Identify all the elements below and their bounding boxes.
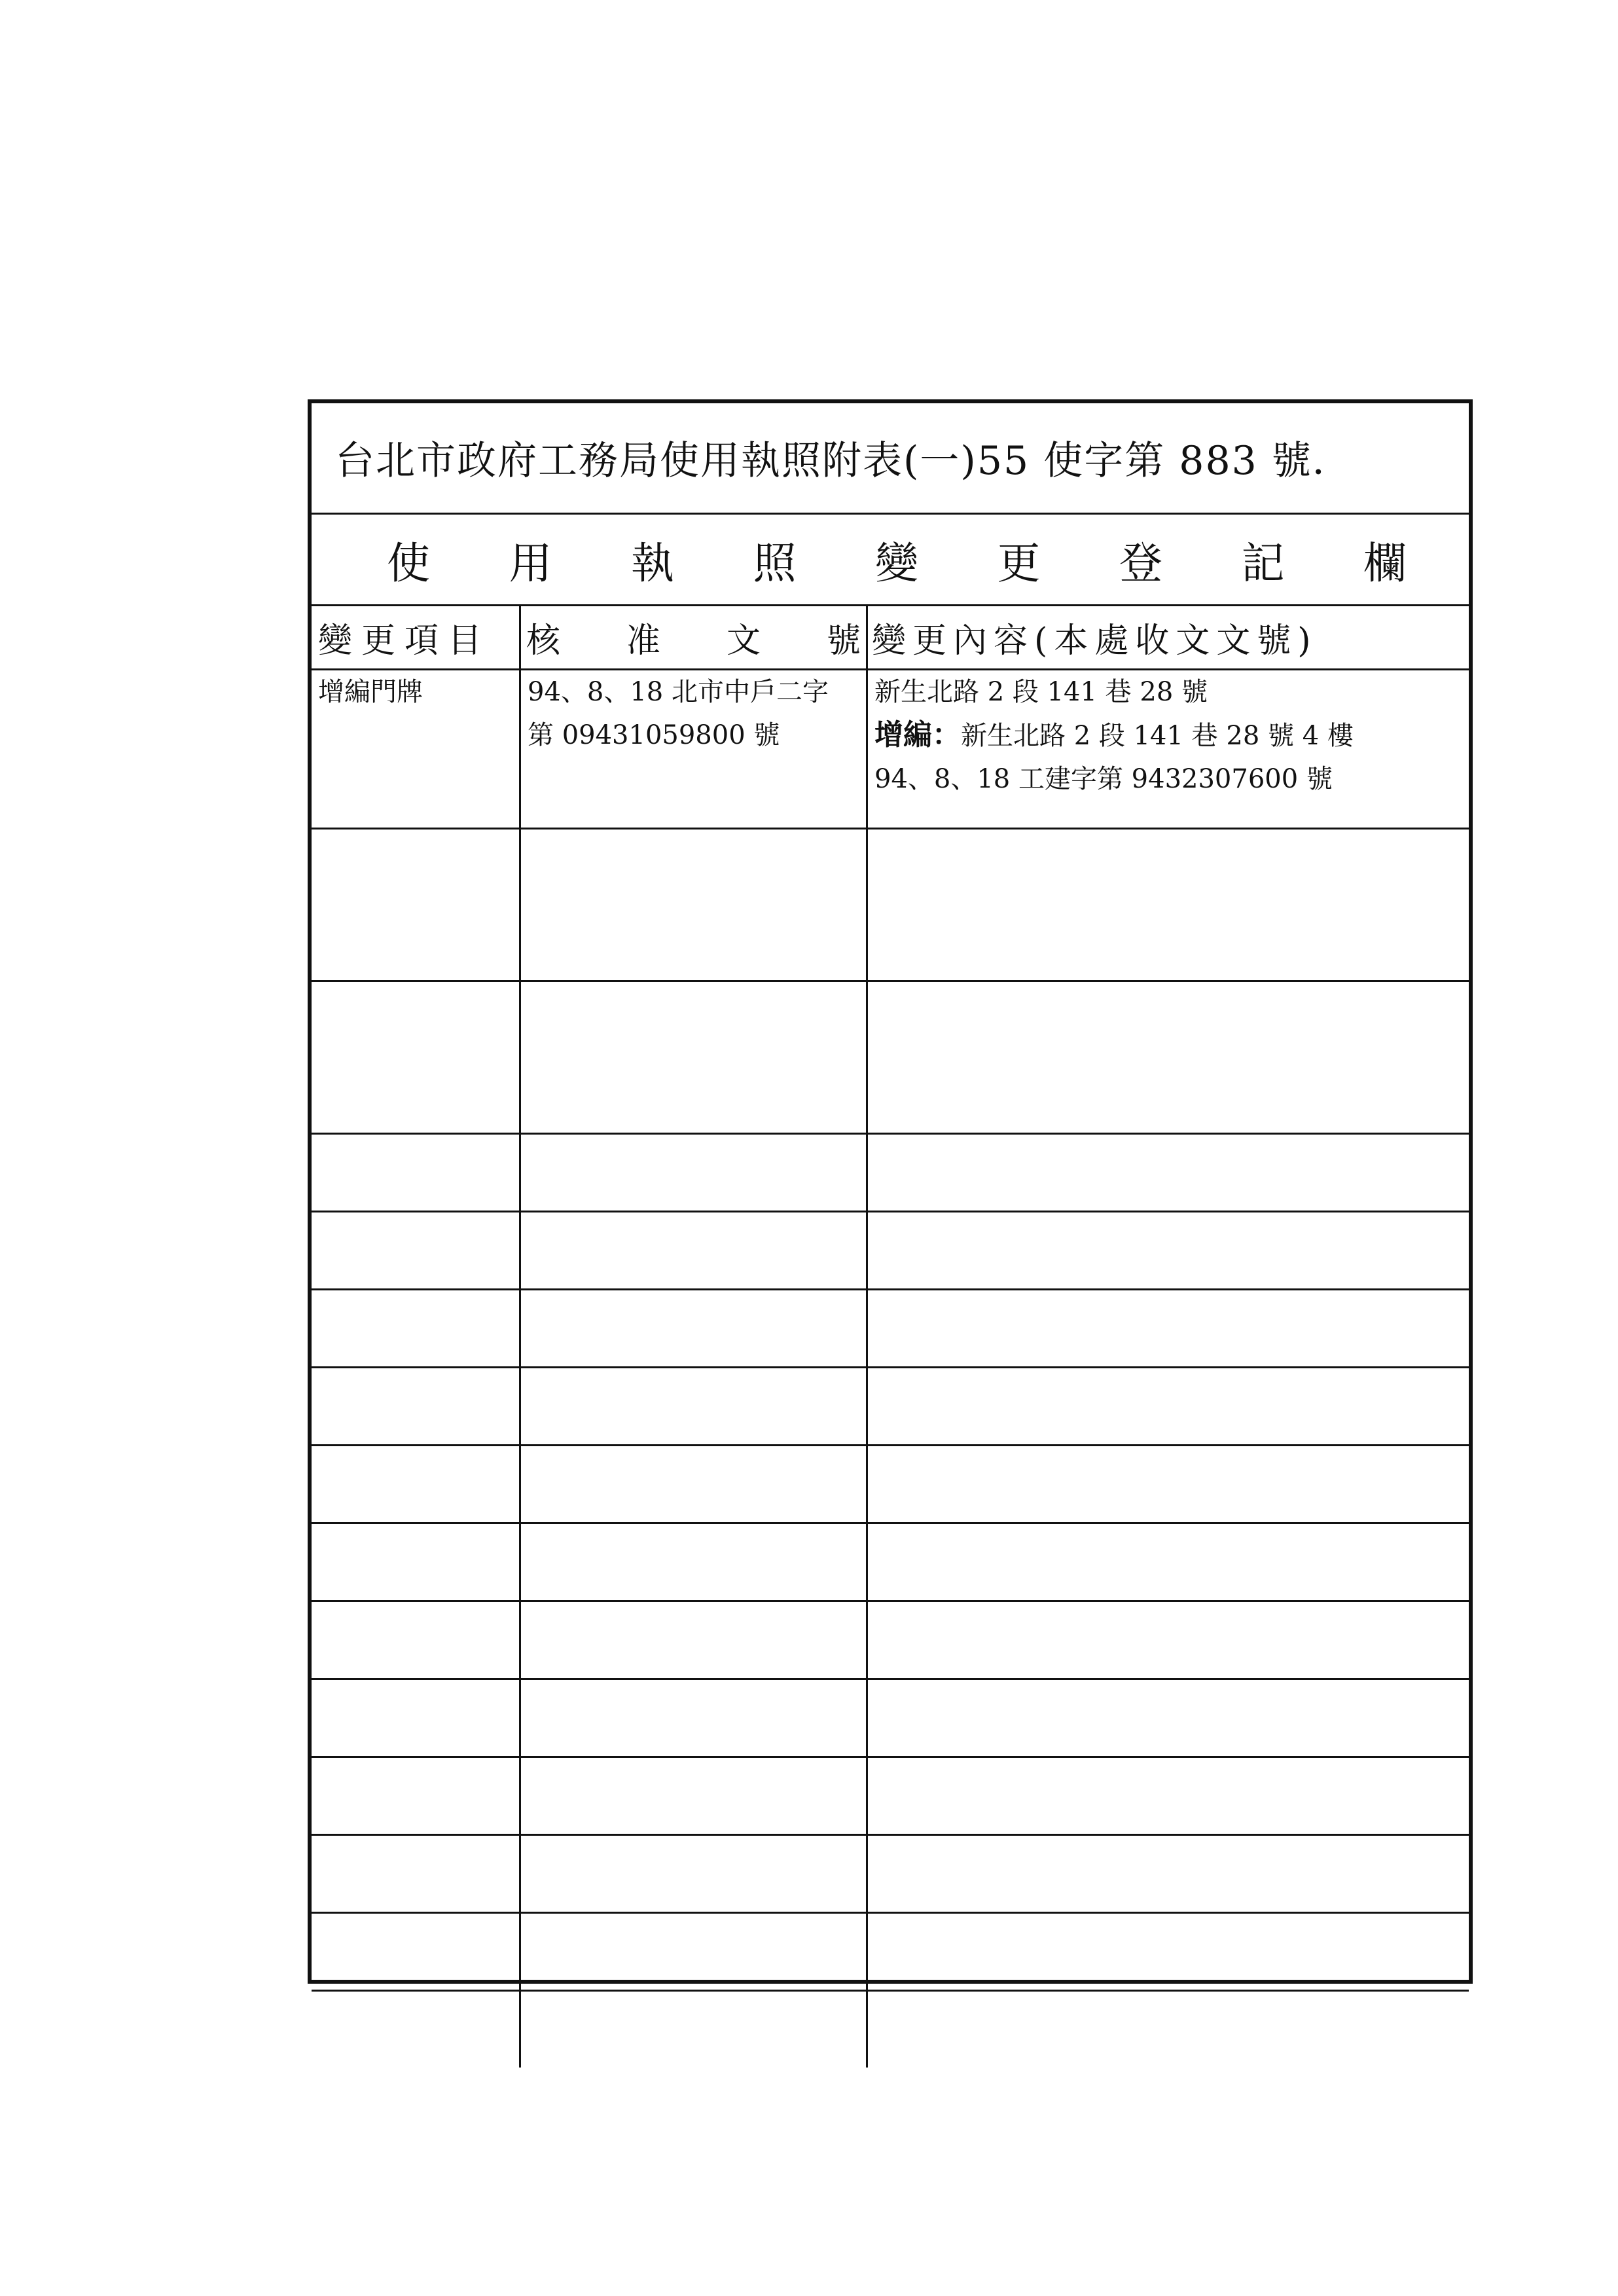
doc-header-char: 准 [626,621,660,661]
heading-char: 登 [1119,538,1162,589]
empty-cell [312,1446,521,1522]
table-row [312,1212,1469,1290]
doc-header-char: 號 [826,621,861,661]
column-header-content: 變更內容(本處收文文號) [872,621,1318,661]
column-header-item: 變更項目 [312,606,521,668]
content-line-1: 新生北路 2 段 141 巷 28 號 [874,677,1208,707]
empty-cell [868,829,1469,980]
empty-cell [312,1212,521,1288]
empty-cell [521,1602,868,1678]
content-line-2-value: 新生北路 2 段 141 巷 28 號 4 樓 [961,721,1354,751]
section-heading [312,515,1469,606]
empty-cell [521,1135,868,1211]
table-row [312,1914,1469,1992]
heading-char: 用 [509,538,552,589]
empty-cell [868,982,1469,1133]
table-row [312,1758,1469,1836]
table-row [312,982,1469,1135]
empty-cell [521,982,868,1133]
empty-cell [521,1290,868,1366]
empty-cell [868,1212,1469,1288]
empty-cell [521,1212,868,1288]
doc-line-1: 94、8、18 北市中戶二字 [528,677,829,707]
empty-cell [868,1602,1469,1678]
content-line-2 [874,714,1462,757]
table-row [312,1992,1469,2068]
empty-cell [521,829,868,980]
content-line-3: 94、8、18 工建字第 9432307600 號 [874,764,1333,794]
table-row [312,1680,1469,1758]
table-row [312,1135,1469,1212]
doc-line-2: 第 09431059800 號 [528,720,780,750]
doc-header-char: 核 [526,621,561,661]
empty-cell [312,1290,521,1366]
empty-cell [868,1368,1469,1444]
heading-char: 照 [753,538,797,589]
empty-cell [312,1836,521,1912]
empty-cell [312,1602,521,1678]
empty-cell [521,1758,868,1834]
table-header-row [312,606,1469,670]
entry-doc-number [521,670,868,828]
empty-cell [312,1524,521,1600]
table-row [312,1836,1469,1914]
heading-char: 執 [631,538,674,589]
empty-cell [312,1758,521,1834]
empty-cell [868,1524,1469,1600]
heading-char: 使 [387,538,430,589]
heading-char: 欄 [1363,538,1407,589]
empty-cell [521,1446,868,1522]
empty-cell [521,1836,868,1912]
heading-char: 變 [875,538,918,589]
heading-char: 更 [997,538,1041,589]
empty-cell [521,1680,868,1756]
entry-content [868,670,1469,828]
empty-cell [312,982,521,1133]
empty-cell [868,1135,1469,1211]
content-line-2-label: 增編： [874,718,961,752]
table-row [312,1290,1469,1368]
empty-cell [868,1290,1469,1366]
empty-cell [521,1914,868,1990]
table-row [312,1524,1469,1602]
form-title: 台北市政府工務局使用執照附表(一)55 使字第 883 號． [335,438,1353,484]
heading-char: 記 [1241,538,1285,589]
empty-cell [312,1368,521,1444]
empty-cell [521,1368,868,1444]
table-row [312,1368,1469,1446]
table-row [312,829,1469,982]
empty-cell [868,1914,1469,1990]
doc-header-char: 文 [726,621,761,661]
empty-cell [868,1992,1469,2068]
empty-cell [312,829,521,980]
empty-cell [521,1524,868,1600]
license-change-form [308,399,1473,1984]
entry-item: 增編門牌 [312,670,521,828]
empty-cell [868,1680,1469,1756]
empty-cell [312,1992,521,2068]
column-header-doc-number [521,606,868,668]
table-row [312,1602,1469,1680]
empty-cell [868,1758,1469,1834]
empty-cell [312,1914,521,1990]
table-row [312,670,1469,829]
empty-cell [312,1135,521,1211]
empty-cell [521,1992,868,2068]
empty-cell [868,1836,1469,1912]
empty-cell [868,1446,1469,1522]
empty-cell [312,1680,521,1756]
form-title-row [312,403,1469,515]
table-row [312,1446,1469,1524]
change-table [312,606,1469,2068]
